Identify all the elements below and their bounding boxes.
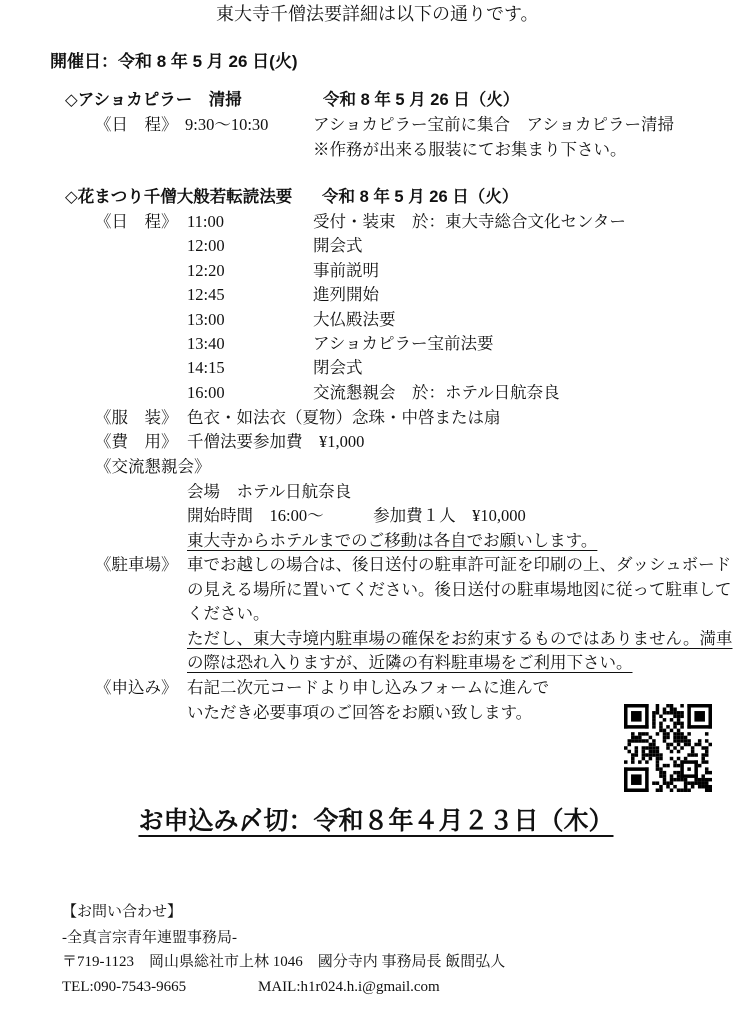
cleaning-date: 令和 8 年 5 月 26 日（火） (323, 91, 520, 109)
qr-module (631, 753, 635, 757)
qr-module (680, 736, 684, 740)
qr-module (624, 746, 628, 750)
qr-module (638, 739, 642, 743)
qr-module (659, 722, 663, 726)
qr-module (652, 781, 656, 785)
qr-module (691, 785, 695, 789)
qr-module (666, 711, 670, 715)
qr-module (670, 778, 674, 782)
qr-module (673, 736, 677, 740)
qr-module (666, 781, 670, 785)
qr-module (652, 739, 656, 743)
qr-module (645, 760, 649, 764)
qr-module (652, 725, 656, 729)
qr-module (705, 778, 709, 782)
schedule-item: 開会式 (313, 236, 363, 255)
qr-module (673, 725, 677, 729)
schedule-item: 受付・装束 於：東大寺総合文化センター (313, 212, 626, 231)
qr-module (680, 704, 684, 708)
qr-module (652, 722, 656, 726)
qr-module (673, 771, 677, 775)
qr-module (701, 753, 705, 757)
schedule-time: 13:00 (187, 310, 225, 329)
qr-module (670, 781, 674, 785)
party-time-fee: 開始時間 16:00〜 参加費１人 ¥10,000 (187, 506, 526, 525)
parking-line: 車でお越しの場合は、後日送付の駐車許可証を印刷の上、ダッシュボード (187, 555, 732, 574)
schedule-item: 進列開始 (313, 285, 379, 304)
ceremony-schedule-label: 《日 程》 (95, 212, 178, 231)
qr-module (631, 732, 635, 736)
schedule-item: 大仏殿法要 (313, 310, 396, 329)
qr-module (708, 743, 712, 747)
fee-text: 千僧法要参加費 ¥1,000 (187, 432, 365, 451)
qr-module (652, 711, 656, 715)
qr-module (652, 750, 656, 754)
intro-text: 東大寺千僧法要詳細は以下の通りです。 (216, 4, 539, 24)
qr-module (656, 750, 660, 754)
qr-module (680, 788, 684, 792)
qr-module (701, 781, 705, 785)
schedule-item: アショカピラー宝前法要 (313, 334, 494, 353)
qr-module (680, 722, 684, 726)
qr-module (701, 760, 705, 764)
qr-module (656, 746, 660, 750)
parking-notice-line: の際は恐れ入りますが、近隣の有料駐車場をご利用下さい。 (187, 653, 633, 672)
qr-module (684, 736, 688, 740)
qr-module (670, 718, 674, 722)
qr-module (684, 743, 688, 747)
qr-module (698, 764, 702, 768)
qr-module (694, 781, 698, 785)
application-line: いただき必要事項のご回答をお願い致します。 (187, 703, 533, 722)
qr-module (656, 781, 660, 785)
qr-module (663, 729, 667, 733)
qr-module (666, 743, 670, 747)
qr-module (649, 746, 653, 750)
qr-module (680, 760, 684, 778)
qr-module (631, 739, 635, 743)
qr-module (663, 764, 667, 768)
qr-module (624, 725, 649, 729)
qr-module (638, 760, 642, 764)
qr-module (645, 753, 649, 757)
qr-module (628, 739, 632, 743)
party-label: 《交流懇親会》 (95, 457, 211, 476)
qr-module (656, 767, 660, 771)
qr-module (656, 788, 660, 792)
qr-module (659, 788, 663, 792)
qr-module (656, 732, 660, 736)
qr-module (638, 732, 642, 736)
qr-module (694, 753, 698, 757)
qr-module (656, 708, 660, 712)
schedule-time: 11:00 (187, 212, 224, 231)
cleaning-schedule-desc: アショカピラー宝前に集合 アショカピラー清掃 (313, 115, 675, 134)
qr-module (635, 746, 639, 750)
qr-module (705, 771, 709, 775)
qr-module (701, 785, 705, 789)
ceremony-title: ◇花まつり千僧大般若転読法要 (65, 188, 293, 206)
qr-module (677, 711, 681, 715)
qr-module (677, 732, 681, 736)
qr-module (659, 785, 663, 789)
qr-module (673, 785, 677, 789)
schedule-time: 12:00 (187, 236, 225, 255)
qr-module (663, 778, 667, 782)
contact-heading: 【お問い合わせ】 (62, 904, 183, 920)
qr-module (628, 743, 632, 747)
qr-module (659, 715, 663, 719)
qr-module (624, 704, 628, 729)
qr-module (687, 739, 691, 743)
qr-module (659, 771, 663, 775)
parking-line: ください。 (187, 604, 270, 623)
qr-module (624, 704, 649, 708)
qr-module (656, 704, 660, 708)
schedule-time: 13:40 (187, 334, 225, 353)
qr-module (698, 778, 702, 782)
schedule-item: 閉会式 (313, 358, 363, 377)
qr-module (691, 781, 695, 785)
qr-module (663, 771, 667, 775)
qr-module (691, 753, 695, 757)
qr-module (687, 725, 712, 729)
qr-module (684, 788, 688, 792)
qr-module (684, 757, 688, 761)
event-date-heading: 開催日：令和 8 年 5 月 26 日(火) (50, 52, 298, 71)
qr-module (705, 732, 709, 736)
qr-module (677, 739, 681, 743)
qr-module (687, 704, 712, 708)
qr-module (691, 750, 695, 754)
qr-module (656, 764, 660, 768)
qr-module (677, 722, 681, 726)
qr-module (649, 753, 653, 757)
qr-module (649, 736, 653, 740)
qr-module (677, 771, 681, 775)
qr-module (670, 757, 674, 761)
qr-module (680, 739, 684, 743)
qr-module (656, 711, 660, 715)
qr-module (677, 750, 681, 754)
qr-module (635, 739, 639, 743)
qr-module (698, 785, 702, 789)
qr-code (624, 704, 712, 792)
qr-module (670, 750, 674, 754)
qr-module (663, 711, 667, 715)
qr-module (708, 778, 712, 782)
qr-module (673, 739, 677, 743)
qr-module (677, 736, 681, 740)
qr-module (645, 732, 649, 736)
qr-module (673, 708, 677, 712)
qr-module (666, 732, 670, 736)
qr-module (708, 704, 712, 729)
qr-module (649, 757, 653, 761)
qr-module (694, 743, 698, 747)
qr-module (638, 736, 642, 740)
qr-module (708, 785, 712, 789)
qr-module (663, 718, 667, 722)
party-note: 東大寺からホテルまでのご移動は各自でお願いします。 (187, 531, 598, 550)
qr-module (666, 746, 670, 750)
contact-mail: MAIL:h1r024.h.i@gmail.com (258, 979, 440, 995)
qr-module (631, 736, 635, 740)
qr-module (708, 771, 712, 775)
qr-module (701, 778, 705, 782)
qr-module (645, 704, 649, 729)
qr-module (645, 746, 649, 750)
qr-module (631, 760, 635, 764)
qr-module (642, 750, 646, 754)
schedule-item: 交流懇親会 於：ホテル日航奈良 (313, 383, 560, 402)
qr-module (635, 753, 639, 757)
qr-module (631, 757, 635, 761)
contact-address: 〒719-1123 岡山県総社市上林 1046 國分寺内 事務局長 飯間弘人 (62, 954, 506, 970)
qr-module (701, 757, 705, 761)
qr-module (652, 718, 656, 722)
qr-module (652, 715, 656, 719)
qr-module (705, 788, 709, 792)
attire-label: 《服 装》 (95, 408, 178, 427)
qr-module (631, 774, 642, 785)
qr-module (670, 743, 674, 747)
qr-module (645, 767, 649, 792)
qr-module (663, 774, 667, 778)
qr-module (666, 704, 670, 708)
qr-module (642, 732, 646, 736)
schedule-time: 16:00 (187, 383, 225, 402)
qr-module (698, 781, 702, 785)
qr-module (663, 708, 667, 712)
qr-module (673, 764, 677, 768)
qr-module (663, 781, 667, 785)
qr-module (684, 781, 688, 785)
contact-org: -全真言宗青年連盟事務局- (62, 930, 237, 946)
qr-module (705, 760, 709, 764)
qr-module (705, 781, 709, 785)
qr-module (677, 764, 681, 768)
qr-module (698, 743, 702, 747)
cleaning-schedule-label: 《日 程》 (95, 115, 178, 134)
cleaning-note: ※作務が出来る服装にてお集まり下さい。 (313, 140, 627, 159)
qr-module (635, 750, 639, 754)
qr-module (673, 746, 677, 750)
qr-module (687, 743, 691, 747)
qr-module (663, 732, 667, 736)
qr-module (687, 781, 691, 785)
qr-module (680, 725, 684, 729)
qr-module (694, 711, 705, 722)
qr-module (670, 711, 674, 715)
schedule-time: 12:45 (187, 285, 225, 304)
parking-line: の見える場所に置いてください。後日送付の駐車場地図に従って駐車して (187, 580, 732, 599)
qr-module (656, 760, 660, 764)
qr-module (691, 746, 695, 750)
deadline-row (0, 804, 752, 838)
qr-module (624, 788, 649, 792)
contact-tel: TEL:090-7543-9665 (62, 979, 187, 995)
qr-module (642, 746, 646, 750)
qr-module (684, 785, 688, 789)
qr-module (677, 778, 681, 782)
qr-module (687, 732, 691, 736)
qr-module (694, 760, 698, 778)
qr-module (652, 746, 656, 750)
qr-module (684, 739, 688, 743)
qr-module (677, 774, 681, 778)
qr-module (673, 722, 677, 726)
qr-module (666, 785, 670, 789)
qr-module (649, 750, 653, 754)
qr-module (680, 715, 684, 719)
qr-module (677, 729, 681, 733)
qr-module (670, 729, 674, 733)
qr-module (680, 746, 684, 750)
qr-module (673, 778, 677, 782)
application-line: 右記二次元コードより申し込みフォームに進んで (187, 678, 550, 697)
attire-text: 色衣・如法衣（夏物）念珠・中啓または扇 (187, 408, 501, 427)
qr-module (705, 767, 709, 771)
qr-module (670, 708, 674, 712)
qr-module (694, 778, 698, 782)
qr-module (624, 760, 628, 764)
qr-module (705, 750, 709, 754)
qr-module (656, 757, 660, 761)
qr-module (705, 739, 709, 743)
qr-module (687, 767, 691, 771)
qr-module (670, 788, 674, 792)
qr-module (708, 788, 712, 792)
qr-module (677, 788, 681, 792)
schedule-time: 12:20 (187, 261, 225, 280)
party-venue: 会場 ホテル日航奈良 (187, 482, 352, 501)
qr-module (666, 725, 670, 729)
qr-module (677, 715, 681, 719)
qr-module (659, 757, 663, 761)
qr-module (663, 739, 667, 743)
qr-module (652, 753, 656, 757)
qr-module (687, 788, 691, 792)
qr-module (698, 739, 702, 743)
qr-module (642, 753, 646, 757)
qr-module (677, 718, 681, 722)
qr-module (635, 736, 639, 740)
qr-module (652, 743, 656, 747)
qr-module (659, 729, 663, 733)
schedule-time: 14:15 (187, 358, 225, 377)
qr-module (666, 764, 670, 768)
qr-module (631, 711, 642, 722)
cleaning-title: ◇アショカピラー 清掃 (65, 91, 242, 109)
qr-module (656, 753, 660, 757)
qr-module (680, 778, 684, 782)
qr-module (659, 774, 663, 778)
qr-module (680, 732, 684, 736)
cleaning-schedule-time: 9:30〜10:30 (185, 115, 269, 134)
qr-module (649, 743, 653, 747)
qr-module (705, 753, 709, 757)
qr-module (701, 774, 705, 778)
qr-module (642, 739, 646, 743)
qr-module (670, 704, 674, 708)
qr-module (680, 711, 684, 715)
qr-module (624, 767, 649, 771)
qr-module (673, 760, 677, 764)
qr-module (684, 778, 688, 782)
qr-module (663, 736, 667, 740)
qr-module (705, 746, 709, 750)
qr-module (645, 739, 649, 743)
qr-module (666, 736, 670, 740)
qr-module (673, 715, 677, 719)
qr-module (701, 746, 705, 750)
qr-module (659, 767, 663, 771)
parking-label: 《駐車場》 (95, 555, 178, 574)
qr-module (670, 774, 674, 778)
qr-module (687, 753, 691, 757)
qr-module (659, 753, 663, 757)
qr-module (677, 757, 681, 761)
qr-module (687, 704, 691, 729)
qr-module (628, 750, 632, 754)
qr-module (624, 767, 628, 792)
qr-module (677, 743, 681, 747)
qr-module (705, 785, 709, 789)
qr-module (659, 725, 663, 729)
schedule-item: 事前説明 (313, 261, 379, 280)
application-label: 《申込み》 (95, 678, 178, 697)
parking-notice-line: ただし、東大寺境内駐車場の確保をお約束するものではありません。満車 (187, 629, 733, 648)
qr-module (642, 757, 646, 761)
deadline-text: お申込み〆切：令和８年４月２３日（木） (138, 807, 614, 835)
qr-module (673, 732, 677, 736)
fee-label: 《費 用》 (95, 432, 178, 451)
qr-module (673, 711, 677, 715)
ceremony-date: 令和 8 年 5 月 26 日（火） (322, 188, 519, 206)
